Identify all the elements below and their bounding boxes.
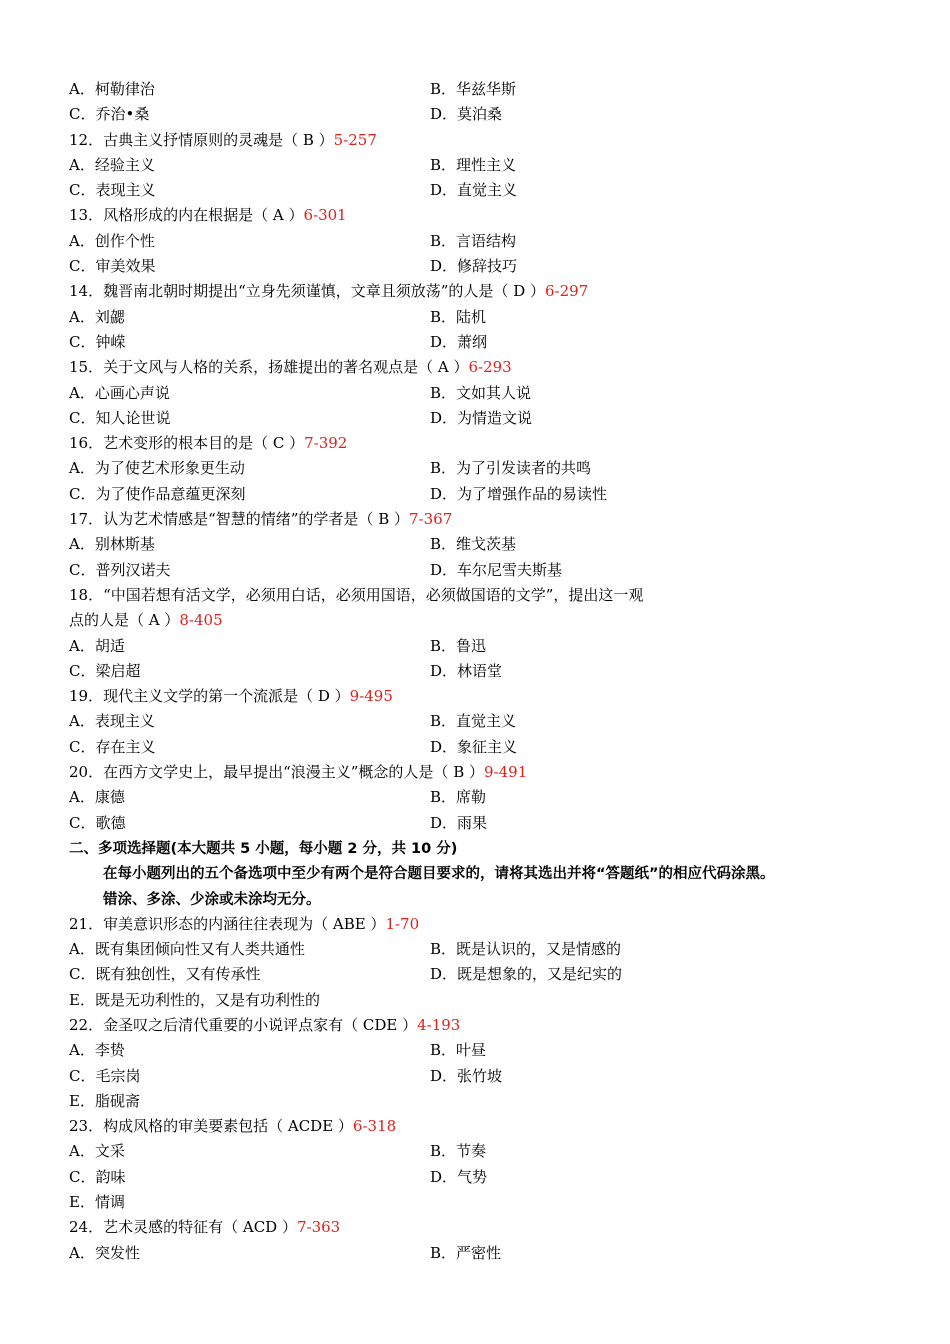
- option-right: B．陆机: [430, 307, 487, 326]
- section-instruction: [69, 887, 899, 912]
- question-text: 12．古典主义抒情原则的灵魂是（ B ）: [69, 130, 334, 149]
- option-row: [69, 532, 899, 557]
- option-right: B．鲁迅: [430, 636, 487, 655]
- option-row: [69, 659, 899, 684]
- question-text: E．情调: [69, 1193, 125, 1212]
- page-reference: 7-392: [304, 434, 348, 453]
- option-right: B．严密性: [430, 1243, 502, 1262]
- question-line: [69, 128, 899, 153]
- option-row: [69, 381, 899, 406]
- page-reference: 7-367: [409, 510, 453, 529]
- option-left: C．表现主义: [69, 181, 156, 200]
- option-right: D．林语堂: [430, 661, 503, 680]
- page-reference: 9-495: [349, 687, 393, 706]
- option-row: [69, 456, 899, 481]
- option-row: [69, 1241, 899, 1266]
- page-reference: 6-297: [545, 282, 589, 301]
- option-right: D．象征主义: [430, 737, 518, 756]
- option-row: [69, 709, 899, 734]
- exam-page-content: [69, 77, 899, 1266]
- option-right: D．张竹坡: [430, 1066, 503, 1085]
- option-left: C．梁启超: [69, 661, 141, 680]
- option-row: [69, 1064, 899, 1089]
- option-left: C．韵味: [69, 1167, 126, 1186]
- question-line: [69, 684, 899, 709]
- option-left: C．毛宗岗: [69, 1066, 141, 1085]
- option-left: C．乔治•桑: [69, 105, 150, 124]
- option-right: D．既是想象的，又是纪实的: [430, 965, 623, 984]
- question-text: 23．构成风格的审美要素包括（ ACDE ）: [69, 1117, 353, 1136]
- option-left: A．既有集团倾向性又有人类共通性: [69, 940, 305, 959]
- option-left: A．李贽: [69, 1041, 125, 1060]
- option-right: D．萧纲: [430, 332, 488, 351]
- question-text: 17．认为艺术情感是“智慧的情绪”的学者是（ B ）: [69, 510, 409, 529]
- option-left: A．刘勰: [69, 307, 125, 326]
- section-text: 错涂、多涂、少涂或未涂均无分。: [103, 891, 321, 908]
- option-row: [69, 482, 899, 507]
- option-left: C．为了使作品意蕴更深刻: [69, 484, 246, 503]
- option-right: D．车尔尼雪夫斯基: [430, 560, 563, 579]
- page-reference: 6-301: [303, 206, 347, 225]
- question-text: 24．艺术灵感的特征有（ ACD ）: [69, 1218, 297, 1237]
- option-left: C．审美效果: [69, 257, 156, 276]
- option-row: [69, 1038, 899, 1063]
- option-left: A．经验主义: [69, 155, 155, 174]
- option-right: B．言语结构: [430, 231, 517, 250]
- page-reference: 7-363: [296, 1218, 341, 1237]
- option-row: [69, 254, 899, 279]
- question-line: [69, 1190, 899, 1215]
- option-right: B．理性主义: [430, 155, 517, 174]
- option-left: A．胡适: [69, 636, 125, 655]
- option-right: D．气势: [430, 1167, 488, 1186]
- question-text: 16．艺术变形的根本目的是（ C ）: [69, 434, 305, 453]
- option-row: [69, 406, 899, 431]
- option-right: B．维戈茨基: [430, 535, 517, 554]
- option-row: [69, 558, 899, 583]
- question-line: [69, 912, 899, 937]
- option-right: D．莫泊桑: [430, 105, 503, 124]
- option-row: [69, 962, 899, 987]
- option-right: D．雨果: [430, 813, 488, 832]
- question-text: 15．关于文风与人格的关系，扬雄提出的著名观点是（ A ）: [69, 358, 469, 377]
- option-row: [69, 937, 899, 962]
- option-right: B．为了引发读者的共鸣: [430, 459, 592, 478]
- option-right: B．既是认识的，又是情感的: [430, 940, 622, 959]
- option-left: A．突发性: [69, 1243, 140, 1262]
- question-text: 19．现代主义文学的第一个流派是（ D ）: [69, 687, 350, 706]
- question-line: [69, 988, 899, 1013]
- option-row: [69, 1165, 899, 1190]
- page-reference: 6-318: [352, 1117, 397, 1136]
- question-text: 22．金圣叹之后清代重要的小说评点家有（ CDE ）: [69, 1015, 418, 1034]
- option-row: [69, 634, 899, 659]
- option-left: C．钟嵘: [69, 332, 126, 351]
- question-line: [69, 507, 899, 532]
- page-reference: 6-293: [468, 358, 512, 377]
- option-left: C．知人论世说: [69, 408, 171, 427]
- question-line: [69, 1013, 899, 1038]
- question-text: E．脂砚斋: [69, 1091, 140, 1110]
- option-left: A．创作个性: [69, 231, 155, 250]
- option-left: A．为了使艺术形象更生动: [69, 459, 245, 478]
- option-row: [69, 305, 899, 330]
- question-line: [69, 1215, 899, 1240]
- question-line: [69, 431, 899, 456]
- option-right: B．席勒: [430, 788, 487, 807]
- question-line: [69, 608, 899, 633]
- section-text: 二、多项选择题(本大题共 5 小题，每小题 2 分，共 10 分): [69, 840, 458, 857]
- option-right: D．为情造文说: [430, 408, 533, 427]
- page-reference: 9-491: [484, 763, 528, 782]
- question-line: [69, 760, 899, 785]
- section-instruction: [69, 861, 899, 886]
- question-text: 点的人是（ A ）: [69, 611, 180, 630]
- option-row: [69, 330, 899, 355]
- option-row: [69, 735, 899, 760]
- option-row: [69, 229, 899, 254]
- option-right: B．叶昼: [430, 1041, 487, 1060]
- option-row: [69, 785, 899, 810]
- option-row: [69, 811, 899, 836]
- option-row: [69, 153, 899, 178]
- option-right: B．节奏: [430, 1142, 487, 1161]
- section-heading: [69, 836, 899, 861]
- option-left: C．歌德: [69, 813, 126, 832]
- question-text: E．既是无功利性的，又是有功利性的: [69, 990, 320, 1009]
- option-right: B．文如其人说: [430, 383, 532, 402]
- option-right: D．为了增强作品的易读性: [430, 484, 608, 503]
- option-right: B．华兹华斯: [430, 80, 517, 98]
- option-left: A．康德: [69, 788, 125, 807]
- page-reference: 1-70: [385, 914, 420, 933]
- question-line: [69, 203, 899, 228]
- question-text: 20．在西方文学史上，最早提出“浪漫主义”概念的人是（ B ）: [69, 763, 484, 782]
- question-text: 13．风格形成的内在根据是（ A ）: [69, 206, 304, 225]
- question-text: 14．魏晋南北朝时期提出“立身先须谨慎，文章且须放荡”的人是（ D ）: [69, 282, 545, 301]
- question-line: [69, 355, 899, 380]
- option-row: [69, 178, 899, 203]
- option-right: D．直觉主义: [430, 181, 518, 200]
- option-row: [69, 102, 899, 127]
- question-text: 18．“中国若想有活文学，必须用白话，必须用国语，必须做国语的文学”，提出这一观: [69, 585, 644, 604]
- option-left: A．柯勒律治: [69, 80, 155, 98]
- option-left: A．表现主义: [69, 712, 155, 731]
- option-row: [69, 77, 899, 102]
- option-left: A．文采: [69, 1142, 125, 1161]
- question-line: [69, 1114, 899, 1139]
- page-reference: 5-257: [333, 130, 377, 149]
- option-right: B．直觉主义: [430, 712, 517, 731]
- page-reference: 8-405: [179, 611, 223, 630]
- page-reference: 4-193: [417, 1015, 461, 1034]
- question-text: 21．审美意识形态的内涵往往表现为（ ABE ）: [69, 914, 386, 933]
- option-right: D．修辞技巧: [430, 257, 518, 276]
- option-left: C．普列汉诺夫: [69, 560, 171, 579]
- option-left: C．存在主义: [69, 737, 156, 756]
- question-line: [69, 279, 899, 304]
- option-left: C．既有独创性，又有传承性: [69, 965, 261, 984]
- question-line: [69, 1089, 899, 1114]
- option-left: A．心画心声说: [69, 383, 170, 402]
- question-line: [69, 583, 899, 608]
- option-left: A．别林斯基: [69, 535, 155, 554]
- section-text: 在每小题列出的五个备选项中至少有两个是符合题目要求的，请将其选出并将“答题纸”的相应代码涂黑。: [103, 866, 775, 883]
- option-row: [69, 1139, 899, 1164]
